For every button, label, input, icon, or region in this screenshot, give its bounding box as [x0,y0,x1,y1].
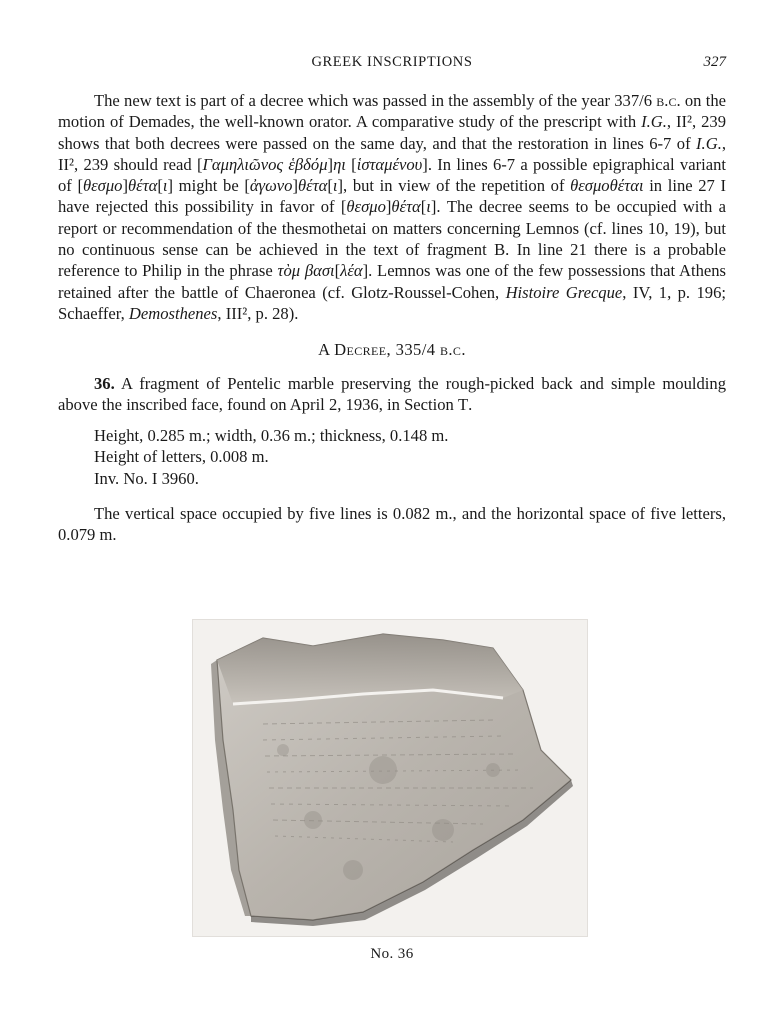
entry-description: 36. A fragment of Pentelic marble preserving the rough-picked back and simple moulding above the inscribed face, found on April 2, 1936, in Section T. [58,373,726,414]
running-head [58,54,726,76]
page-number: 327 [703,54,726,70]
entry-number: 36. [94,373,115,393]
figure-caption: No. 36 [370,946,414,962]
section-heading: A Decree, 335/4 b.c. [318,340,466,360]
measurements [94,425,726,489]
spacing-paragraph: The vertical space occupied by five lines is 0.082 m., and the horizontal space of five letters, 0.079 m. [58,504,726,545]
running-title: GREEK INSCRIPTIONS [311,54,473,70]
letter-height-line: Height of letters, 0.008 m. [94,447,269,467]
body-text [58,90,726,546]
inscription-photograph [192,619,588,937]
marble-fragment-image [193,620,587,936]
inventory-line: Inv. No. I 3960. [94,468,199,488]
dimensions-line: Height, 0.285 m.; width, 0.36 m.; thickness, 0.148 m. [94,426,449,446]
intro-paragraph: The new text is part of a decree which was passed in the assembly of the year 337/6 b.c. on the motion of Demades, the well-known orator. A comparative study of the prescript with I.G., II², 239 shows that both decrees were passed on the same day, and that the restoration in lines 6-7 of I.G., II², 239 should read [Γαμηλιῶνος ἑβδόμ]ηι [ἱσταμένου]. In lines 6-7 a possible epigraphical variant of [θεσμο]θέτα[ι] might be [ἀγωνο]θέτα[ι], but in view of the repetition of θεσμοθέται in line 27 I have rejected this possibility in favor of [θεσμο]θέτα[ι]. The decree seems to be occupied with a report or recommendation of the thesmothetai on matters concerning Lemnos (cf. lines 10, 19), but no continuous sense can be achieved in the text of fragment B. In line 21 there is a probable reference to Philip in the phrase τὸμ βασι[λέα]. Lemnos was one of the few possessions that Athens retained after the battle of Chaeronea (cf. Glotz-Roussel-Cohen, Histoire Grecque, IV, 1, p. 196; Schaeffer, Demosthenes, III², p. 28). [58,91,727,323]
